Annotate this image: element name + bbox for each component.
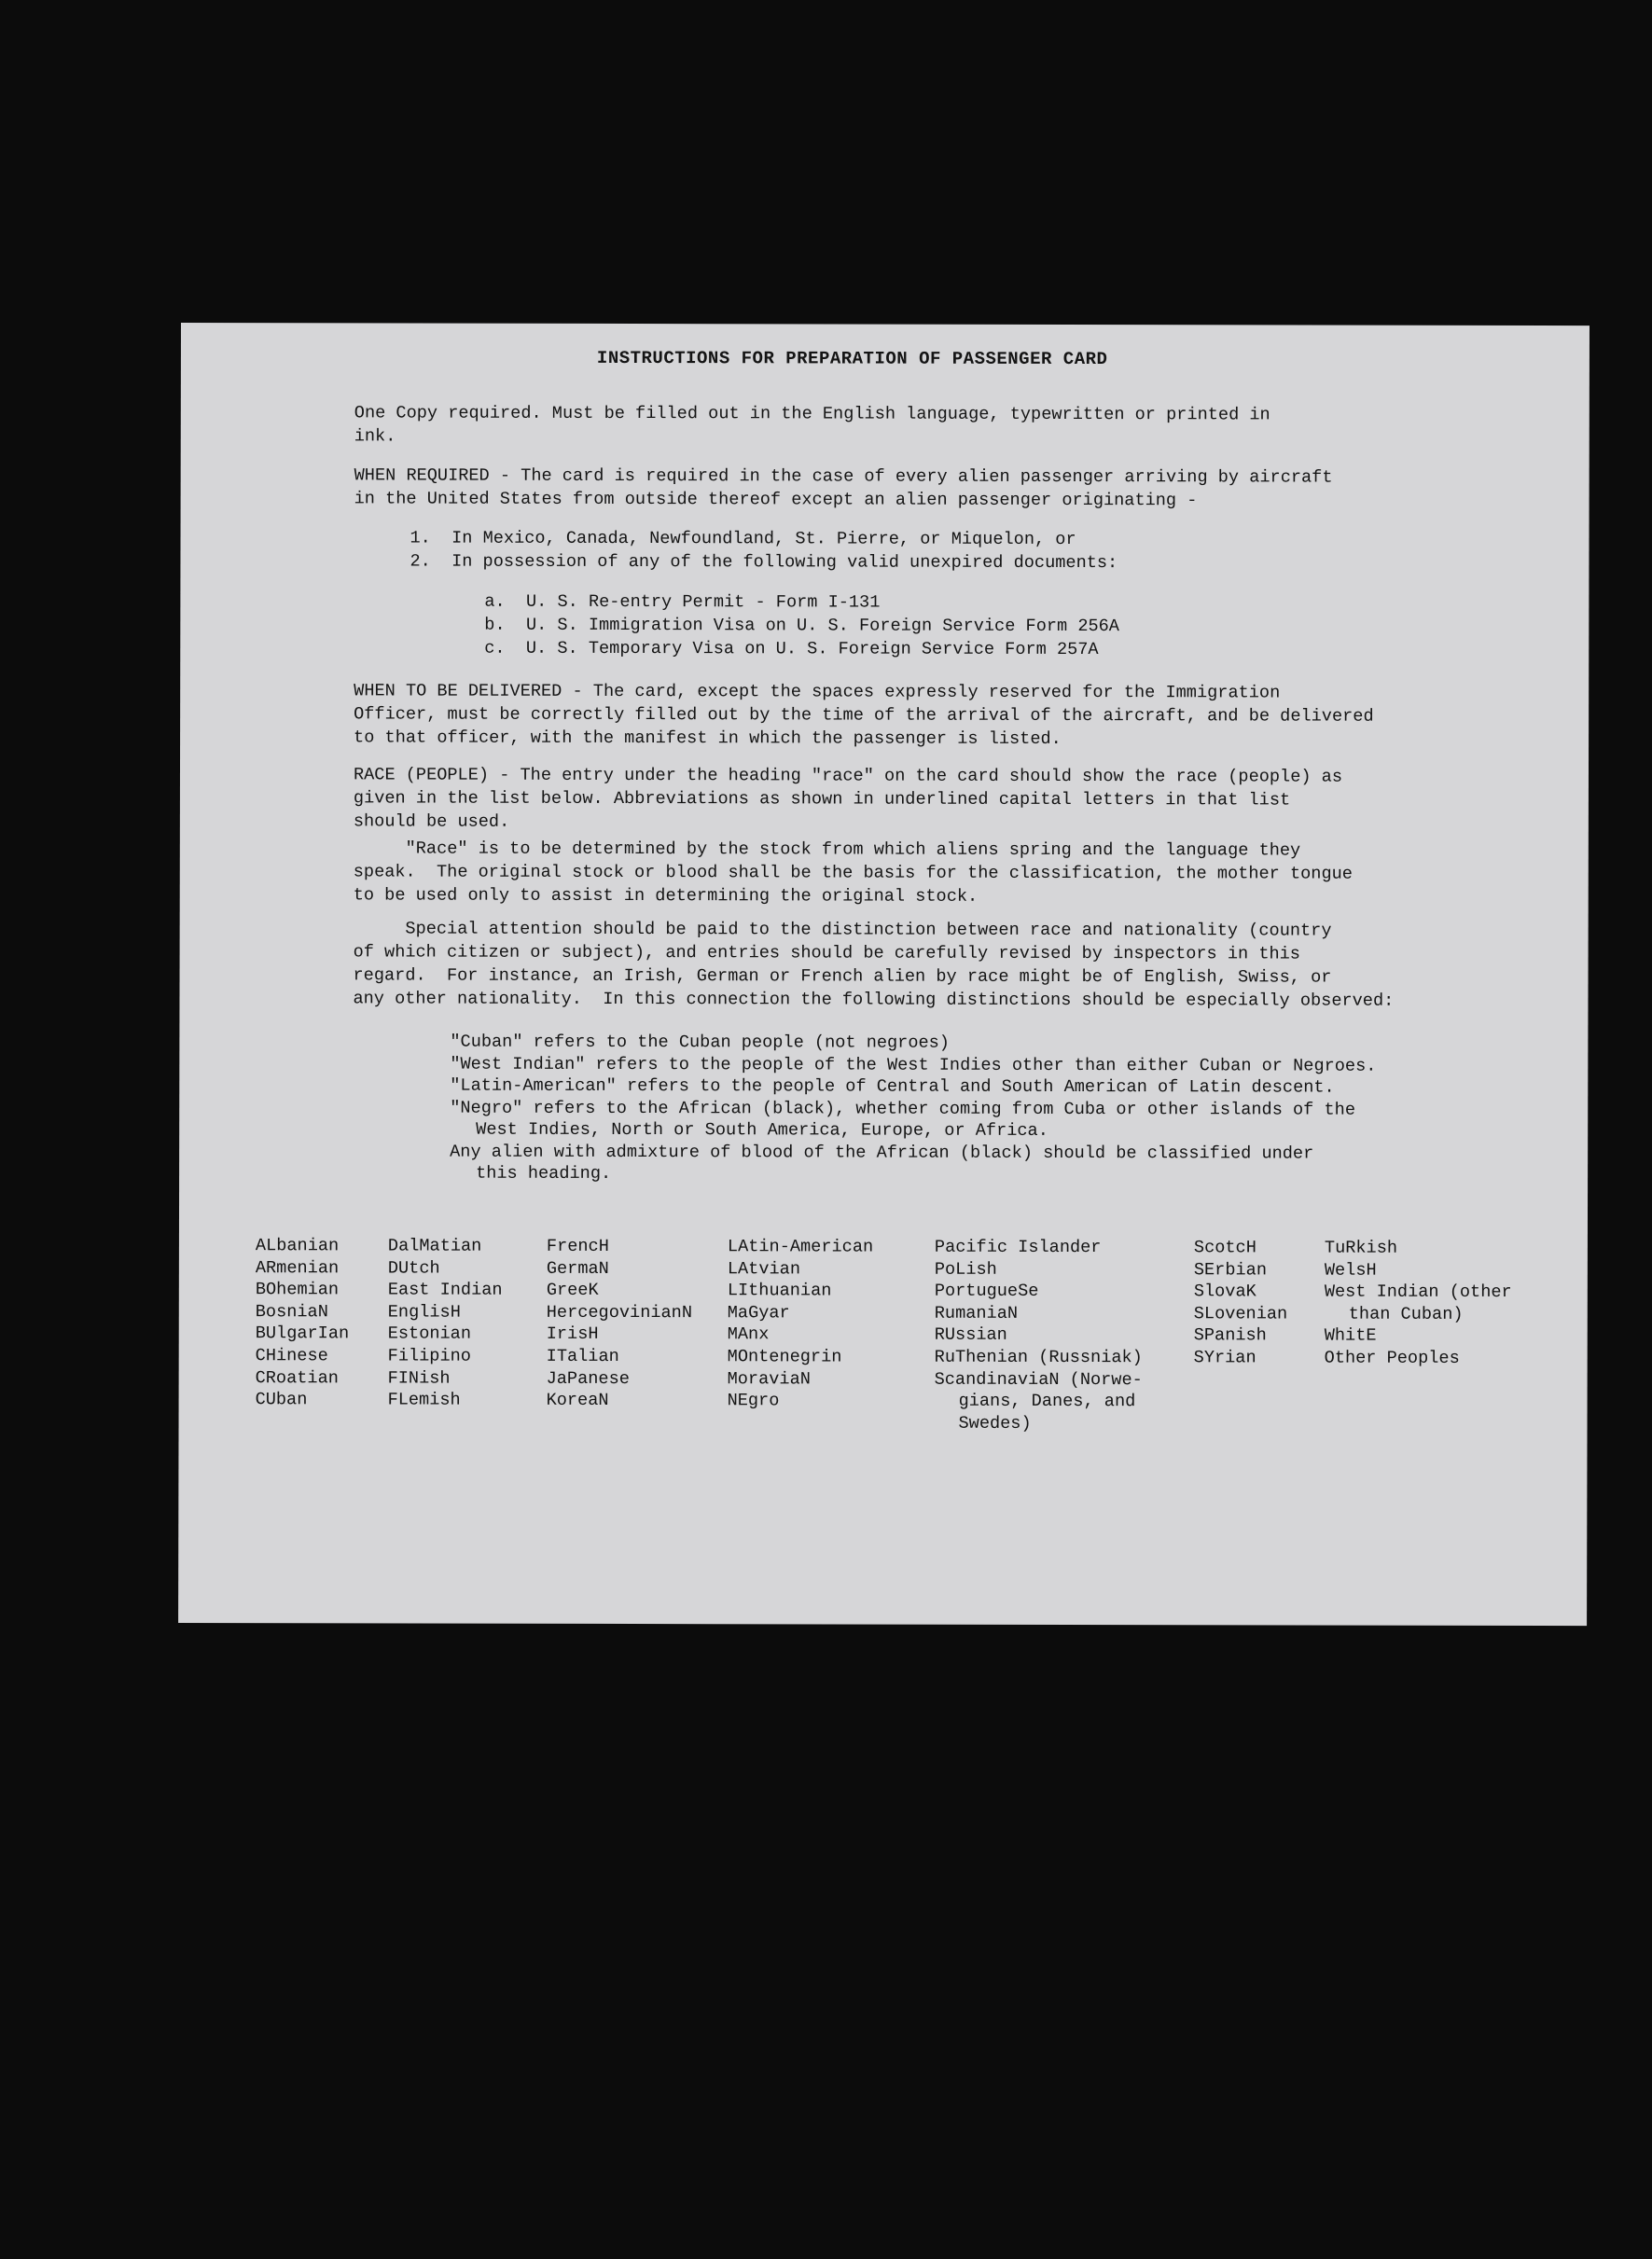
race-item: East Indian [387,1280,503,1300]
race-item: LAtin-American [727,1237,874,1257]
race-item: FrencH [546,1236,609,1256]
list-item: a. U. S. Re-entry Permit - Form I-131 [484,591,881,613]
race-item: RuThenian (Russniak) [934,1347,1143,1368]
race-item: CRoatian [255,1367,339,1388]
race-item: FINish [387,1368,451,1389]
documents-list [484,590,1119,661]
race-item: RumaniaN [934,1303,1019,1324]
race-item: SYrian [1193,1348,1256,1368]
when-delivered-paragraph: WHEN TO BE DELIVERED - The card, except the spaces expressly reserved for the Immigration Officer, must be correctly filled out by the time of the arrival of the aircraft, and be delivered to that officer, with the manifest in which the passenger is listed. [354,681,1374,749]
race-item: HercegovinianN [546,1302,693,1323]
race-item: ScotcH [1193,1238,1256,1258]
list-item: Any alien with admixture of blood of the African (black) should be classified under [450,1142,1314,1164]
race-column-4 [728,1236,874,1412]
race-item: Pacific Islander [934,1237,1102,1258]
race-item: Other Peoples [1324,1348,1460,1368]
race-item: EnglisH [387,1302,461,1323]
race-item: WelsH [1324,1260,1377,1281]
race-column-1 [256,1235,350,1411]
race-item: Swedes) [958,1413,1032,1434]
race-item: LIthuanian [727,1281,832,1301]
race-column-6 [1194,1237,1288,1369]
race-people-paragraph: RACE (PEOPLE) - The entry under the heading "race" on the card should show the race (people) as given in the list below. Abbreviations as shown in underlined capital letters in that list should be used. [353,765,1343,832]
list-item: "Negro" refers to the African (black), whether coming from Cuba or other islands of the [450,1098,1356,1120]
race-item: SPanish [1193,1325,1267,1346]
list-item: "West Indian" refers to the people of the West Indies other than either Cuban or Negroes. [450,1054,1377,1076]
race-column-5 [935,1237,1144,1435]
race-item: NEgro [727,1391,780,1411]
race-item: JaPanese [546,1368,630,1389]
race-item: ScandinaviaN (Norwe- [934,1369,1143,1390]
required-list [410,527,1118,575]
race-item: IrisH [546,1324,599,1345]
race-item: MAnx [727,1324,770,1345]
race-item: CUban [255,1390,308,1410]
list-item: West Indies, North or South America, Europe, or Africa. [476,1119,1048,1141]
race-item: BosniaN [255,1301,328,1323]
when-required-paragraph: WHEN REQUIRED - The card is required in the case of every alien passenger arriving by aircraft in the United States from outside thereof except an alien passenger originating - [354,465,1333,511]
race-item: FLemish [387,1390,461,1410]
race-item: SLovenian [1193,1304,1288,1324]
race-item: BUlgarIan [255,1324,350,1344]
page-title: INSTRUCTIONS FOR PREPARATION OF PASSENGER CARD [596,347,1108,370]
race-item: Filipino [387,1346,471,1366]
list-item: this heading. [476,1163,612,1184]
race-column-3 [547,1236,693,1412]
list-item: "Latin-American" refers to the people of Central and South American of Latin descent. [450,1075,1335,1098]
list-item: 1. In Mexico, Canada, Newfoundland, St. Pierre, or Miquelon, or [410,528,1076,550]
document-page [178,323,1590,1626]
distinctions-list [450,1032,1376,1187]
race-item: MoraviaN [727,1368,811,1389]
special-attention-paragraph: Special attention should be paid to the distinction between race and nationality (country of which citizen or subject), and entries should be carefully revised by inspectors in this regard. For instance, an Irish, German or French alien by race might be of English, Swiss, or any other nationality. In this connection the following distinctions should be especially observed: [353,919,1395,1011]
race-item: PortugueSe [934,1281,1039,1302]
race-item: ITalian [546,1346,619,1366]
race-item: ARmenian [255,1257,340,1278]
race-item: than Cuban) [1348,1304,1464,1324]
document-content [178,323,1590,1626]
race-item: DUtch [387,1258,440,1279]
race-item: BOhemian [255,1280,340,1300]
race-item: GreeK [546,1281,599,1301]
race-item: RUssian [934,1325,1007,1346]
race-item: MOntenegrin [727,1347,842,1367]
race-item: KoreaN [546,1390,609,1411]
race-item: CHinese [255,1346,328,1366]
race-item: WhitE [1324,1325,1377,1347]
race-item: gians, Danes, and [958,1391,1136,1412]
list-item: c. U. S. Temporary Visa on U. S. Foreign Service Form 257A [484,638,1099,660]
race-item: TuRkish [1324,1238,1398,1258]
list-item: "Cuban" refers to the Cuban people (not negroes) [450,1032,951,1053]
race-item: SlovaK [1193,1282,1256,1302]
race-item: GermaN [546,1258,609,1279]
race-item: SErbian [1193,1259,1268,1281]
race-item: Estonian [387,1324,472,1345]
race-item: MaGyar [727,1303,790,1324]
race-item: PoLish [934,1259,997,1280]
race-item: ALbanian [255,1236,340,1256]
list-item: 2. In possession of any of the following valid unexpired documents: [410,551,1118,574]
race-determined-paragraph: "Race" is to be determined by the stock from which aliens spring and the language they speak. The original stock or blood shall be the basis for the classification, the mother tongue to be used only to assist in determining the original stock. [353,838,1353,907]
race-column-2 [388,1235,503,1411]
race-item: DalMatian [387,1236,482,1256]
race-column-7 [1325,1238,1512,1370]
race-item: LAtvian [727,1258,801,1279]
intro-paragraph: One Copy required. Must be filled out in the English language, typewritten or printed in ink. [354,403,1270,447]
race-item: West Indian (other [1324,1282,1512,1303]
list-item: b. U. S. Immigration Visa on U. S. Foreign Service Form 256A [484,615,1119,637]
